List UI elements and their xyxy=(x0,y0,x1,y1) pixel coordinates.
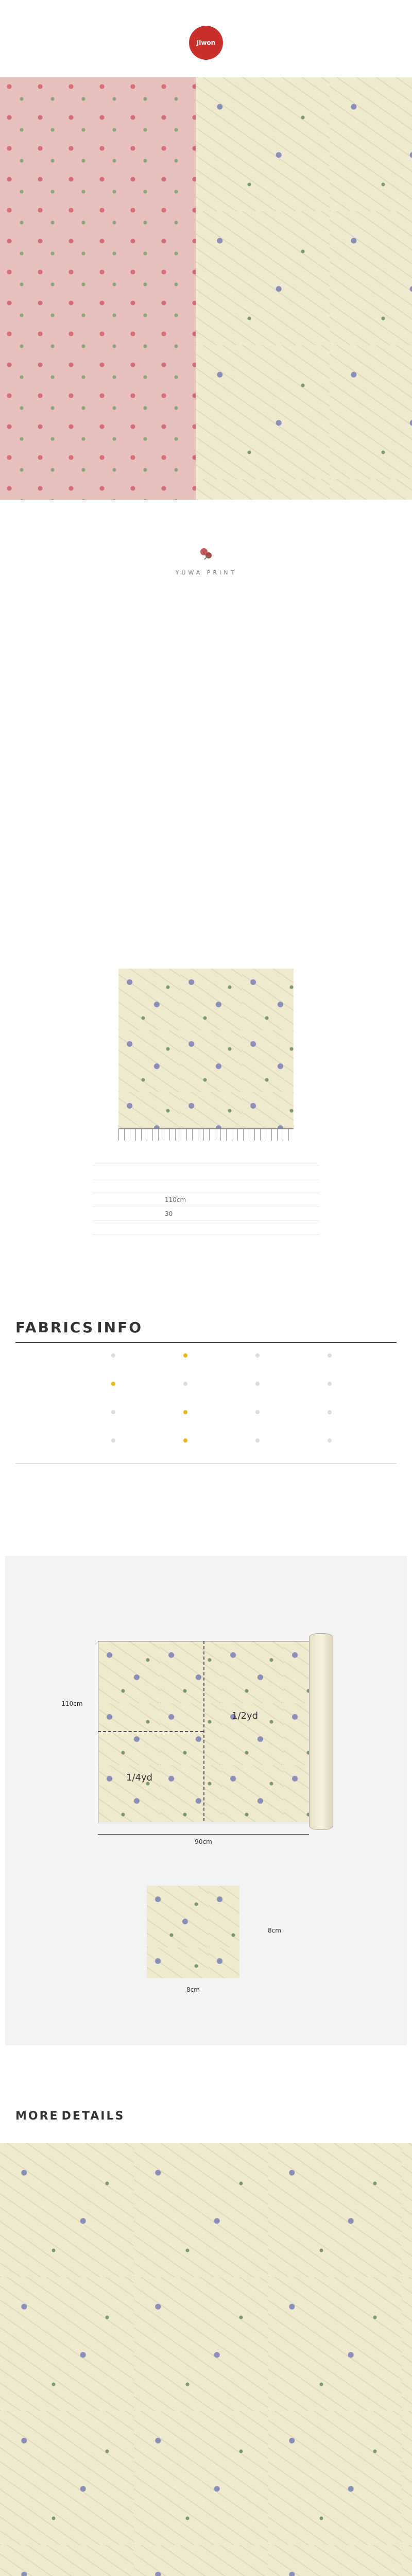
info-option xyxy=(304,1379,355,1388)
swatch-width-label: 8cm xyxy=(186,1986,200,1993)
info-option xyxy=(232,1407,283,1416)
height-value: 110cm xyxy=(61,1700,83,1707)
info-option xyxy=(304,1350,355,1360)
info-row xyxy=(15,1376,397,1402)
width-label: 90cm xyxy=(195,1838,212,1845)
intro-text xyxy=(0,639,412,650)
info-option xyxy=(304,1407,355,1416)
spec-row xyxy=(93,1151,319,1165)
spec-value: 110cm xyxy=(165,1196,186,1204)
heading-thin: DETAILS xyxy=(61,2110,125,2123)
spec-row xyxy=(93,1165,319,1179)
swatch-height-label: 8cm xyxy=(268,1927,281,1934)
spec-row xyxy=(93,1207,319,1221)
spec-row xyxy=(93,1193,319,1207)
spec-value: 30 xyxy=(165,1210,173,1217)
divider xyxy=(15,1342,397,1343)
info-option-selected xyxy=(160,1407,211,1416)
spec-row xyxy=(93,1221,319,1235)
hero-label: YUWA PRINT xyxy=(175,569,237,576)
info-row xyxy=(15,1347,397,1374)
info-option xyxy=(232,1435,283,1445)
more-details-heading xyxy=(15,2110,125,2123)
heading-thin: INFO xyxy=(97,1319,143,1336)
info-option xyxy=(304,1435,355,1445)
info-option xyxy=(88,1435,139,1445)
info-option xyxy=(160,1379,211,1388)
info-option xyxy=(232,1350,283,1360)
info-row xyxy=(15,1432,397,1459)
fabric-swatch xyxy=(118,969,294,1128)
height-label xyxy=(52,1700,93,1707)
info-option xyxy=(232,1379,283,1388)
quarter-label: 1/4yd xyxy=(126,1772,153,1783)
info-option-selected xyxy=(160,1350,211,1360)
flower-icon xyxy=(198,546,214,562)
fabrics-info-heading xyxy=(15,1319,143,1336)
heading-bold: MORE xyxy=(15,2110,59,2123)
fabric-roll xyxy=(309,1633,333,1830)
quarter-line xyxy=(98,1731,203,1732)
swatch-sample xyxy=(147,1886,239,1978)
half-label: 1/2yd xyxy=(232,1710,259,1721)
width-line xyxy=(98,1834,309,1835)
ruler xyxy=(118,1128,294,1141)
info-row xyxy=(15,1404,397,1431)
detail-photo-1 xyxy=(0,2143,412,2576)
hero-image-cream xyxy=(196,77,412,500)
info-option xyxy=(88,1350,139,1360)
divider xyxy=(15,1463,397,1464)
spec-row xyxy=(93,1179,319,1193)
info-option-selected xyxy=(88,1379,139,1388)
heading-bold: FABRICS xyxy=(15,1319,95,1336)
info-option-selected xyxy=(160,1435,211,1445)
info-option xyxy=(88,1407,139,1416)
brand-logo[interactable]: Jiwon xyxy=(189,26,223,60)
hero-image-pink xyxy=(0,77,206,500)
half-line xyxy=(203,1641,204,1821)
